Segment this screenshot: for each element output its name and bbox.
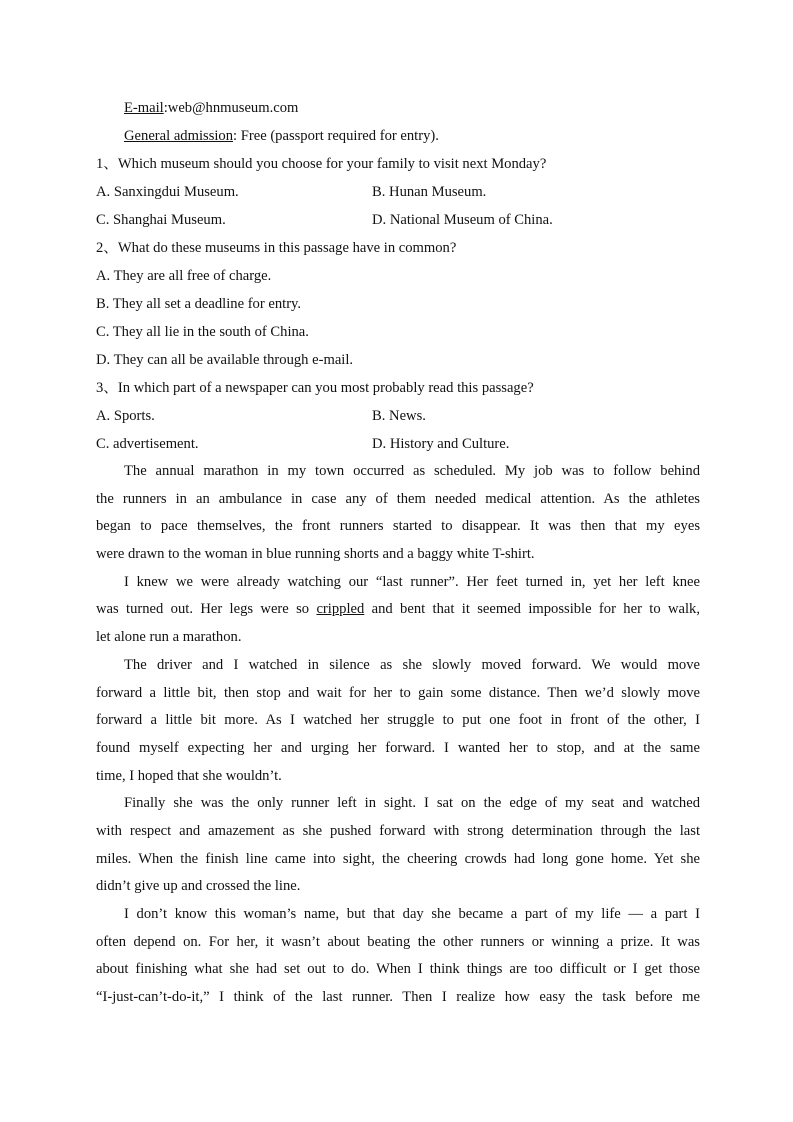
- paragraph-line: [96, 596, 700, 624]
- paragraph-line: forward a little bit more. As I watched her struggle to put one foot in front of the other, I: [96, 712, 700, 729]
- question-2-stem: 2、What do these museums in this passage have in common?: [96, 240, 457, 256]
- option-a: A. They are all free of charge.: [96, 268, 272, 284]
- option-c: C. They all lie in the south of China.: [96, 324, 309, 340]
- admission-label: General admission: [124, 128, 234, 144]
- option-a: A. Sanxingdui Museum.: [96, 184, 239, 200]
- underlined-word: crippled: [316, 601, 365, 618]
- question-1-options-row-1: [96, 178, 700, 206]
- paragraph-line: forward a little bit, then stop and wait for her to gain some distance. Then we’d slowly move: [96, 684, 700, 701]
- option-d: D. They can all be available through e-mail.: [96, 352, 354, 368]
- question-1-options-row-2: [96, 206, 700, 234]
- option-b: B. Hunan Museum.: [372, 184, 487, 200]
- paragraph-line: “I-just-can’t-do-it,” I think of the last runner. Then I realize how easy the task before me: [96, 989, 700, 1006]
- option-b: B. They all set a deadline for entry.: [96, 296, 302, 312]
- paragraph-line: let alone run a marathon.: [96, 629, 242, 646]
- question-1-stem: 1、Which museum should you choose for your family to visit next Monday?: [96, 156, 547, 172]
- paragraph-line: with respect and amazement as she pushed forward with strong determination through the last: [96, 822, 700, 839]
- paragraph-line: The annual marathon in my town occurred as scheduled. My job was to follow behind: [124, 463, 700, 479]
- passage-paragraph-4: [96, 790, 700, 901]
- paragraph-line: The driver and I watched in silence as she slowly moved forward. We would move: [124, 656, 700, 673]
- admission-value: : Free (passport required for entry).: [233, 128, 439, 144]
- option-d: D. History and Culture.: [372, 436, 510, 452]
- paragraph-line: were drawn to the woman in blue running shorts and a baggy white T-shirt.: [96, 546, 535, 563]
- paragraph-line: Finally she was the only runner left in sight. I sat on the edge of my seat and watched: [124, 795, 700, 812]
- option-d: D. National Museum of China.: [372, 212, 553, 228]
- paragraph-line: found myself expecting her and urging her forward. I wanted her to stop, and at the same: [96, 739, 700, 756]
- paragraph-line: I knew we were already watching our “last runner”. Her feet turned in, yet her left knee: [124, 573, 700, 590]
- document-page: [96, 94, 700, 1012]
- paragraph-line: didn’t give up and crossed the line.: [96, 878, 301, 895]
- email-line: [96, 94, 700, 122]
- paragraph-line: began to pace themselves, the front runners started to disappear. It was then that my eyes: [96, 518, 700, 535]
- paragraph-line: the runners in an ambulance in case any of them needed medical attention. As the athletes: [96, 490, 700, 507]
- paragraph-line: often depend on. For her, it wasn’t about beating the other runners or winning a prize. It was: [96, 933, 700, 950]
- paragraph-line: miles. When the finish line came into sight, the cheering crowds had long gone home. Yet she: [96, 850, 700, 867]
- email-label: E-mail: [124, 100, 164, 116]
- option-a: A. Sports.: [96, 408, 155, 424]
- admission-line: [96, 122, 700, 150]
- passage-paragraph-5: [96, 901, 700, 1012]
- passage-paragraph-1: [96, 458, 700, 569]
- paragraph-line: time, I hoped that she wouldn’t.: [96, 767, 282, 784]
- option-b: B. News.: [372, 408, 426, 424]
- question-3-options-row-1: [96, 402, 700, 430]
- passage-paragraph-2: [96, 569, 700, 652]
- paragraph-line: about finishing what she had set out to do. When I think things are too difficult or I get those: [96, 961, 700, 978]
- text-segment: was turned out. Her legs were so: [96, 601, 317, 618]
- option-c: C. Shanghai Museum.: [96, 212, 226, 228]
- passage-paragraph-3: [96, 652, 700, 790]
- paragraph-line: I don’t know this woman’s name, but that day she became a part of my life — a part I: [124, 906, 700, 922]
- question-3-stem: 3、In which part of a newspaper can you most probably read this passage?: [96, 380, 534, 396]
- text-segment: and bent that it seemed impossible for her to walk,: [364, 601, 700, 618]
- question-3-options-row-2: [96, 430, 700, 458]
- option-c: C. advertisement.: [96, 436, 199, 452]
- email-value: :web@hnmuseum.com: [163, 100, 299, 116]
